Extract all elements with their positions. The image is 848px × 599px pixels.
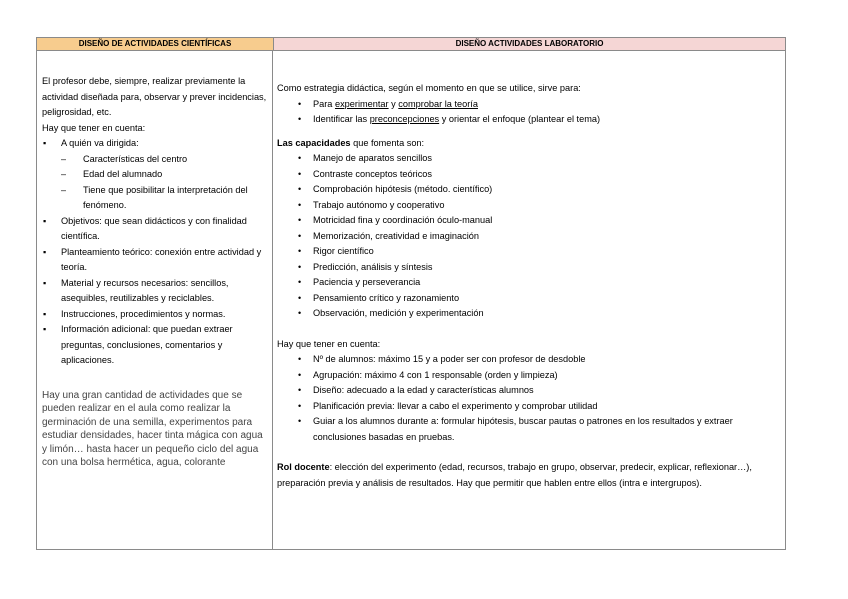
capacidades-heading [277,136,781,152]
list-item: • Paciencia y perseverancia [277,275,781,291]
experimentar-term: experimentar [334,98,389,109]
text: que fomenta son: [350,137,425,148]
list-item: – Tiene que posibilitar la interpretación del fenómeno. [61,183,268,214]
list-item: • Comprobación hipótesis (método. científico) [277,182,781,198]
spacer [277,322,781,337]
list-item [277,112,781,128]
left-consider-label: Hay que tener en cuenta: [42,122,146,133]
left-closing-paragraph: Hay una gran cantidad de actividades que se pueden realizar en el aula como realizar la germinación de una semilla, experimentos para estudiar densidades, hacer tinta mágica con agua y limón… hasta hacer un pequeño ciclo del agua con una bolsa hermética, agua, colorante [42,389,263,469]
audience-sublist [42,152,268,214]
preconcepciones-term: preconcepciones [369,114,440,124]
list-item: • Predicción, análisis y síntesis [277,260,781,276]
right-consider-label: Hay que tener en cuenta: [277,338,381,349]
text: Identificar las [313,114,370,124]
list-item: • Planificación previa: llevar a cabo el experimento y comprobar utilidad [277,399,781,415]
list-item: • Rigor científico [277,244,781,260]
activities-table [36,37,786,550]
rol-docente-paragraph [277,460,781,491]
text: y orientar el enfoque (plantear el tema) [439,114,601,124]
left-bullet-list [42,136,268,369]
list-item: ▪ Material y recursos necesarios: sencillos, asequibles, reutilizables y reciclables. [42,276,268,307]
list-item [277,97,781,113]
list-item [42,136,268,214]
rol-docente-bold: Rol docente [277,462,330,472]
strategy-list [277,97,781,128]
list-item: ▪ Instrucciones, procedimientos y normas. [42,307,268,323]
list-item: – Características del centro [61,152,268,168]
header-lab-activities: DISEÑO ACTIVIDADES LABORATORIO [274,38,785,50]
comprobar-teoria-term: comprobar la teoría [398,98,478,109]
list-item: ▪ Planteamiento teórico: conexión entre actividad y teoría. [42,245,268,276]
capacidades-bold: Las capacidades [277,137,351,148]
header-row [37,38,785,51]
list-item: • Contraste conceptos teóricos [277,167,781,183]
list-item: • Manejo de aparatos sencillos [277,151,781,167]
list-item: • Trabajo autónomo y cooperativo [277,198,781,214]
left-intro: El profesor debe, siempre, realizar previamente la actividad diseñada para, observar y prever incidencias, peligrosidad, etc. [42,76,267,117]
capacidades-list [277,151,781,322]
strategy-text: Como estrategia didáctica, según el momento en que se utilice, sirve para: [277,83,581,93]
text: Para [313,98,335,109]
right-column [273,51,785,549]
audience-label: A quién va dirigida: [61,138,139,148]
list-item: • Agrupación: máximo 4 con 1 responsable (orden y limpieza) [277,368,781,384]
text: : elección del experimento (edad, recursos, trabajo en grupo, observar, predecir, explicar, reflexionar…), preparación previa y análisis de resultados. Hay que permitir que hablen entre ellos (intra e intergrupos). [277,462,752,488]
list-item: • Diseño: adecuado a la edad y características alumnos [277,383,781,399]
list-item: – Edad del alumnado [61,167,268,183]
list-item: ▪ Información adicional: que puedan extraer preguntas, conclusiones, comentarios y aplicaciones. [42,322,268,369]
list-item: • Guiar a los alumnos durante a: formular hipótesis, buscar pautas o patrones en los resultados y extraer conclusiones basadas en pruebas. [277,414,781,445]
spacer [277,128,781,136]
list-item: • Pensamiento crítico y razonamiento [277,291,781,307]
list-item: ▪ Objetivos: que sean didácticos y con finalidad científica. [42,214,268,245]
spacer [277,445,781,460]
text: y [388,98,399,109]
list-item: • Memorización, creatividad e imaginación [277,229,781,245]
content-row [37,51,785,549]
list-item: • Observación, medición y experimentación [277,306,781,322]
header-scientific-activities: DISEÑO DE ACTIVIDADES CIENTÍFICAS [37,38,274,50]
left-column [37,51,273,549]
consideraciones-list [277,352,781,445]
list-item: • Motricidad fina y coordinación óculo-manual [277,213,781,229]
list-item: • Nº de alumnos: máximo 15 y a poder ser con profesor de desdoble [277,352,781,368]
